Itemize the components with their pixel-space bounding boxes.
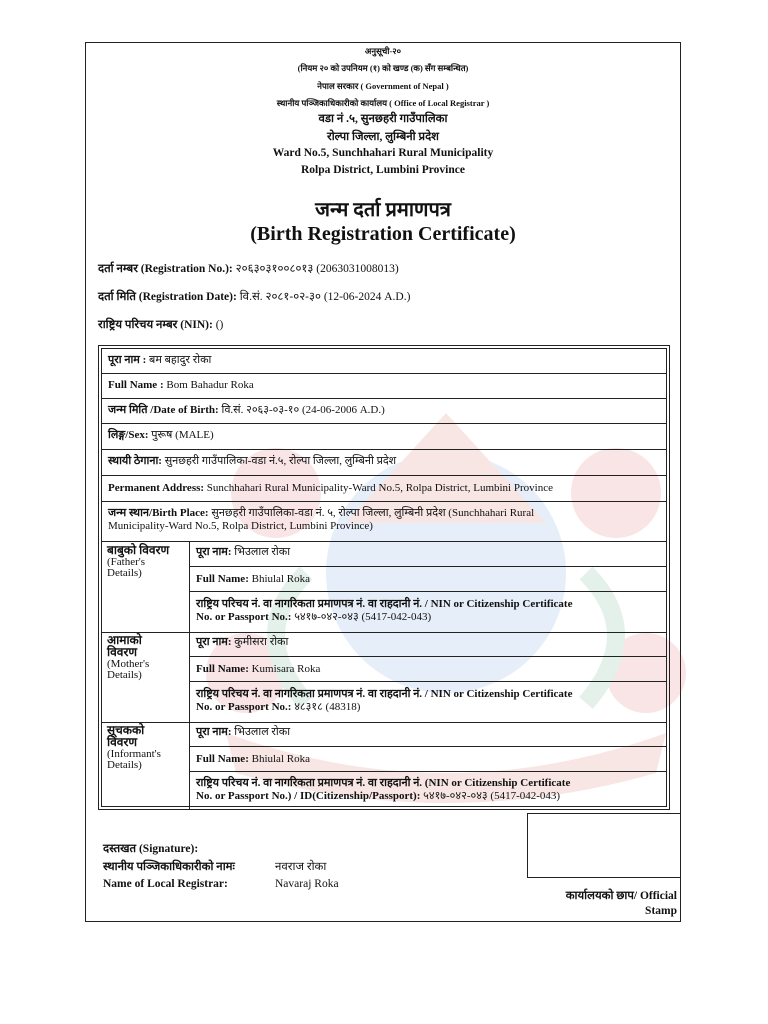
registration-date: दर्ता मिति (Registration Date): वि.सं. २०८१-०२-३० (12-06-2024 A.D.) xyxy=(98,291,411,303)
office-line: स्थानीय पञ्जिकाधिकारीको कार्यालय ( Office of Local Registrar ) xyxy=(276,98,490,108)
birth-place-row: जन्म स्थान/Birth Place: सुनछहरी गाउँपालिका-वडा नं. ५, रोल्पा जिल्ला, लुम्बिनी प्रदेश (Sunchhahari Rural Municipality-Ward No.5, Rolpa District, Lumbini Province) xyxy=(102,502,666,542)
father-name-nepali: पूरा नाम: भिउलाल रोका xyxy=(190,542,666,567)
father-details-group xyxy=(102,542,666,633)
informant-name-english: Full Name: Bhiulal Roka xyxy=(190,747,666,772)
address-nepali-row: स्थायी ठेगाना: सुनछहरी गाउँपालिका-वडा नं.५, रोल्पा जिल्ला, लुम्बिनी प्रदेश xyxy=(102,450,666,476)
mother-name-english: Full Name: Kumisara Roka xyxy=(190,657,666,682)
ward-nepali: वडा नं .५, सुनछहरी गाउँपालिका xyxy=(318,113,448,125)
father-name-english: Full Name: Bhiulal Roka xyxy=(190,567,666,592)
official-stamp-box xyxy=(527,813,681,878)
registrar-name-english-label: Name of Local Registrar: xyxy=(103,878,228,890)
mother-name-nepali: पूरा नाम: कुमीसरा रोका xyxy=(190,632,666,657)
registrar-name-english: Navaraj Roka xyxy=(275,878,339,890)
date-of-birth-row: जन्म मिति /Date of Birth: वि.सं. २०६३-०३-१० (24-06-2006 A.D.) xyxy=(102,399,666,424)
official-stamp-label: कार्यालयको छाप/ Official Stamp xyxy=(565,890,677,917)
certificate-page xyxy=(85,42,681,922)
address-english-row: Permanent Address: Sunchhahari Rural Municipality-Ward No.5, Rolpa District, Lumbini Province xyxy=(102,476,666,502)
mother-id-number: राष्ट्रिय परिचय नं. वा नागरिकता प्रमाणपत्र नं. वा राहदानी नं. / NIN or Citizenship Certificate No. or Passport No.: ४८३१८ (48318) xyxy=(196,688,573,713)
title-english: (Birth Registration Certificate) xyxy=(250,223,516,245)
registrar-name-nepali: नवराज रोका xyxy=(275,861,327,873)
schedule-label: अनुसूची-२० xyxy=(364,46,402,56)
sex-row: लिङ्ग/Sex: पुरूष (MALE) xyxy=(102,424,666,450)
government-line: नेपाल सरकार ( Government of Nepal ) xyxy=(317,81,449,91)
informant-id-number: राष्ट्रिय परिचय नं. वा नागरिकता प्रमाणपत्र नं. वा राहदानी नं. (NIN or Citizenship Certificate No. or Passport No.) / ID(Citizenship/Passport): ५४१७-०४२-०४३ (5417-042-043) xyxy=(196,777,571,802)
district-nepali: रोल्पा जिल्ला, लुम्बिनी प्रदेश xyxy=(326,131,439,143)
father-group-label: बाबुको विवरण (Father's Details) xyxy=(102,542,190,632)
signature-label: दस्तखत (Signature): xyxy=(103,843,199,855)
details-table xyxy=(98,345,670,810)
mother-group-label: आमाको विवरण (Mother's Details) xyxy=(102,632,190,722)
informant-name-nepali: पूरा नाम: भिउलाल रोका xyxy=(190,722,666,747)
father-id-number: राष्ट्रिय परिचय नं. वा नागरिकता प्रमाणपत्र नं. वा राहदानी नं. / NIN or Citizenship Certificate No. or Passport No.: ५४१७-०४२-०४३ (5417-042-043) xyxy=(196,598,573,623)
registration-number: दर्ता नम्बर (Registration No.): २०६३०३१००८०१३ (2063031008013) xyxy=(98,263,399,275)
rule-reference: (नियम २० को उपनियम (१) को खण्ड (क) सँग सम्बन्धित) xyxy=(297,63,469,73)
ward-english: Ward No.5, Sunchhahari Rural Municipality xyxy=(272,147,494,159)
full-name-nepali-row: पूरा नाम : बम बहादुर रोका xyxy=(102,349,666,374)
informant-group-label: सूचकको विवरण (Informant's Details) xyxy=(102,722,190,810)
nin-number: राष्ट्रिय परिचय नम्बर (NIN): () xyxy=(98,319,224,331)
full-name-english-row: Full Name : Bom Bahadur Roka xyxy=(102,374,666,399)
title-nepali: जन्म दर्ता प्रमाणपत्र xyxy=(315,199,451,221)
informant-details-group xyxy=(102,722,666,810)
mother-details-group xyxy=(102,632,666,723)
registrar-name-nepali-label: स्थानीय पञ्जिकाधिकारीको नामः xyxy=(103,861,235,873)
district-english: Rolpa District, Lumbini Province xyxy=(301,164,465,176)
